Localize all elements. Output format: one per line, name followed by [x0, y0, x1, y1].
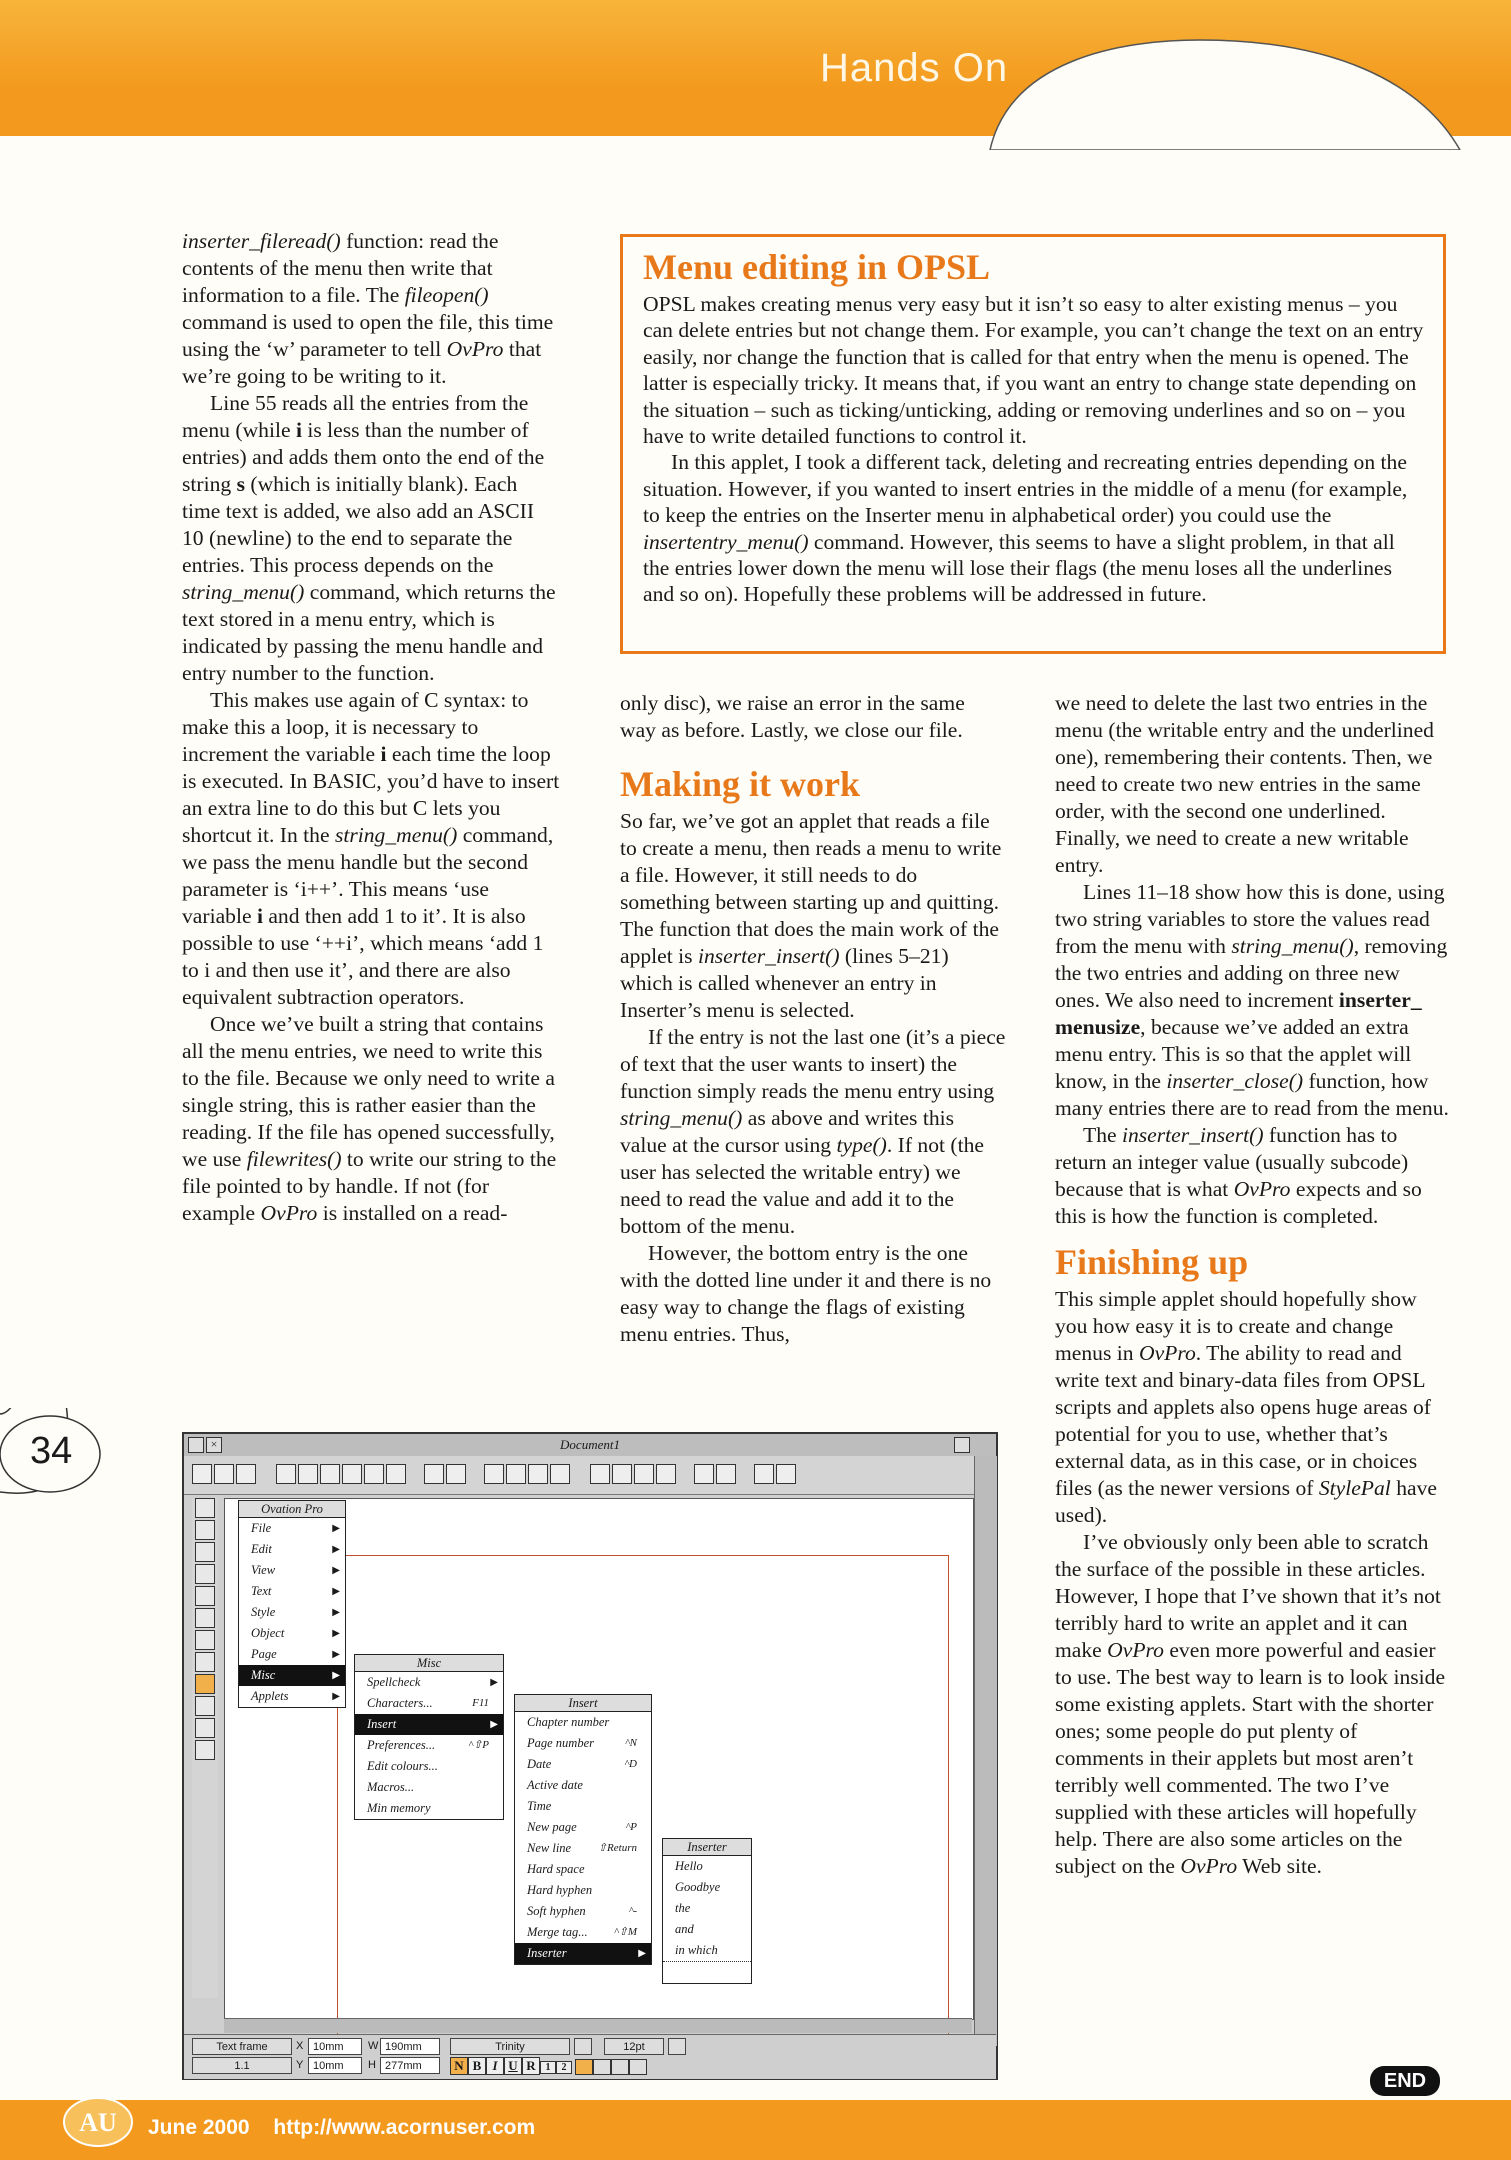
website-link[interactable]: http://www.acornuser.com [273, 2116, 536, 2139]
column-1 [182, 228, 560, 1227]
style-underline-button[interactable]: U [504, 2057, 522, 2075]
h-field[interactable]: 277mm [380, 2057, 440, 2074]
align-icon[interactable] [593, 2059, 611, 2075]
sidebar-box [620, 234, 1446, 654]
vertical-scrollbar[interactable] [974, 1456, 997, 2046]
footer-text [148, 2116, 535, 2140]
menu-item[interactable]: Chapter number [527, 1715, 610, 1729]
paragraph: only disc), we raise an error in the same way as before. Lastly, we close our file. [620, 691, 965, 742]
grid-icon[interactable] [276, 1464, 296, 1484]
menu-item[interactable]: Edit colours... [367, 1759, 438, 1773]
delete-icon[interactable] [364, 1464, 384, 1484]
menu-inserter [662, 1838, 752, 1984]
ovation-pro-screenshot [182, 1432, 998, 2080]
style-subscript-button[interactable]: 2 [556, 2061, 572, 2074]
import-icon[interactable] [320, 1464, 340, 1484]
style-superscript-button[interactable]: 1 [540, 2061, 556, 2074]
curve-icon[interactable] [195, 1740, 215, 1760]
x-label: X [296, 2040, 304, 2052]
rotate-icon[interactable] [195, 1586, 215, 1606]
menu-item[interactable]: Applets ▶ [251, 1689, 340, 1703]
font-menu-icon[interactable] [574, 2038, 592, 2055]
column-3 [1055, 690, 1450, 1880]
menu-item[interactable]: Macros... [367, 1780, 415, 1794]
menu-ovation-pro [238, 1500, 346, 1708]
column-2 [620, 690, 1006, 1348]
menu-title: Insert [515, 1695, 651, 1712]
paragraph: If the entry is not the last one (it’s a piece of text that the user wants to insert) the function simply reads the menu entry using string_menu() as above and writes this value at the cursor using type(). If not (the user has selected the writable entry) we need to read the value and add it to the bottom of the menu. [620, 1025, 1006, 1238]
window-titlebar[interactable] [184, 1434, 996, 1457]
size-field[interactable]: 12pt [604, 2038, 664, 2055]
box-paragraph: In this applet, I took a different tack, deleting and recreating entries depending on the situation. However, if you wanted to insert entries in the middle of a menu (for example, to keep the entries on the Inserter menu in alphabetical order) you could use the insertentry_menu() command. However, this seems to have a slight problem, in that all the entries lower down the menu will lose their flags (the menu loses all the underlines and so on). Hopefully these problems will be addressed in future. [643, 450, 1408, 607]
writable-entry[interactable] [663, 1961, 751, 1983]
menu-title: Inserter [663, 1839, 751, 1856]
h-label: H [368, 2059, 376, 2071]
menu-item[interactable]: Characters... F11 [367, 1696, 489, 1710]
frame-tool-icon[interactable] [195, 1630, 215, 1650]
menu-item[interactable]: Min memory [367, 1801, 431, 1815]
menu-item[interactable]: New page ^P [527, 1820, 637, 1834]
menu-insert [514, 1694, 652, 1965]
end-marker: END [1370, 2066, 1440, 2096]
menu-item[interactable]: Hello [675, 1859, 703, 1873]
back-icon[interactable] [188, 1437, 204, 1453]
font-field[interactable]: Trinity [450, 2038, 570, 2055]
menu-item[interactable]: and [675, 1922, 694, 1936]
paragraph: The inserter_insert() function has to return an integer value (usually subcode) because that is what OvPro expects and so this is how the function is completed. [1055, 1123, 1422, 1228]
tool-palette [192, 1498, 218, 1998]
select-icon[interactable] [590, 1464, 610, 1484]
menu-item[interactable]: Active date [527, 1778, 583, 1792]
y-label: Y [296, 2059, 304, 2071]
menu-item[interactable]: Soft hyphen ^- [527, 1904, 637, 1918]
paragraph: However, the bottom entry is the one with the dotted line under it and there is no easy way to change the flags of existing menu entries. Thus, [620, 1241, 992, 1346]
toolbar [184, 1456, 974, 1495]
save-icon[interactable] [214, 1464, 234, 1484]
check-icon[interactable] [754, 1464, 774, 1484]
menu-item[interactable]: Spellcheck ▶ [367, 1675, 498, 1689]
export-icon[interactable] [342, 1464, 362, 1484]
menu-title: Ovation Pro [239, 1501, 345, 1518]
redo-icon[interactable] [446, 1464, 466, 1484]
page-icon[interactable] [386, 1464, 406, 1484]
page-number: 34 [30, 1430, 73, 1472]
menu-item[interactable]: Inserter ▶ [515, 1943, 651, 1964]
heading-finishing-up: Finishing up [1055, 1242, 1249, 1282]
w-field[interactable]: 190mm [380, 2038, 440, 2055]
menu-item[interactable]: Edit ▶ [251, 1542, 340, 1556]
style-reverse-button[interactable]: R [522, 2057, 540, 2075]
frame-number: 1.1 [192, 2057, 292, 2074]
status-bar [184, 2034, 996, 2079]
indent-icon[interactable] [629, 2059, 647, 2075]
text-tool-icon[interactable] [195, 1564, 215, 1584]
rectangle-icon[interactable] [195, 1674, 215, 1694]
section-title: Hands On [820, 46, 1009, 90]
zoom-icon[interactable] [550, 1464, 570, 1484]
image-icon[interactable] [656, 1464, 676, 1484]
heading-making-it-work: Making it work [620, 764, 861, 804]
style-bold-button[interactable]: B [468, 2057, 486, 2075]
menu-item[interactable]: Insert ▶ [355, 1714, 503, 1735]
pen-icon[interactable] [195, 1520, 215, 1540]
window-title: Document1 [560, 1437, 620, 1452]
menu-item[interactable]: Time [527, 1799, 552, 1813]
check-all-icon[interactable] [776, 1464, 796, 1484]
paragraph: Lines 11–18 show how this is done, using two string variables to store the values read from the menu with string_menu(), removing the two entries and adding on three new ones. We also need to increment inserter_ menusize, because we’ve added an extra menu entry. This is so that the applet will know, in the inserter_close() function, how many entries there are to read from the menu. [1055, 880, 1449, 1120]
box-title: Menu editing in OPSL [643, 247, 991, 287]
menu-item[interactable]: Page ▶ [251, 1647, 340, 1661]
logo-text: AU [79, 2108, 117, 2137]
table-icon[interactable] [506, 1464, 526, 1484]
pencil-icon[interactable] [195, 1542, 215, 1562]
frame-icon[interactable] [298, 1464, 318, 1484]
print-icon[interactable] [236, 1464, 256, 1484]
style-italic-button[interactable]: I [486, 2057, 504, 2075]
menu-item[interactable]: Object ▶ [251, 1626, 340, 1640]
menu-item[interactable]: Misc ▶ [239, 1665, 345, 1686]
link-icon[interactable] [634, 1464, 654, 1484]
y-field[interactable]: 10mm [308, 2057, 362, 2074]
close-icon[interactable]: × [206, 1437, 222, 1453]
menu-item[interactable]: Page number ^N [527, 1736, 637, 1750]
menu-item[interactable]: File ▶ [251, 1521, 340, 1535]
link-tool-icon[interactable] [195, 1608, 215, 1628]
spell-icon[interactable] [612, 1464, 632, 1484]
line-icon[interactable] [195, 1718, 215, 1738]
layout-icon[interactable] [484, 1464, 504, 1484]
paragraph: Once we’ve built a string that contains all the menu entries, we need to write this to the file. Because we only need to write a single string, this is rather easier than the reading. If the file has opened successfully, we use filewrites() to write our string to the file pointed to by handle. If not (for example OvPro is installed on a read- [182, 1012, 557, 1225]
style-buttons [450, 2057, 647, 2075]
frame-type: Text frame [192, 2038, 292, 2055]
paragraph: I’ve obviously only been able to scratch the surface of the possible in these articles. However, I hope that I’ve shown that it’s not terribly hard to write an applet and it can make OvPro even more powerful and easier to use. The best way to learn is to look inside some existing applets. Start with the shorter ones; some people do put plenty of comments in their applets but most aren’t terribly well commented. The two I’ve supplied with these articles will hopefully help. There are also some articles on the subject on the OvPro Web site. [1055, 1530, 1446, 1878]
x-field[interactable]: 10mm [308, 2038, 362, 2055]
menu-item[interactable]: Hard hyphen [527, 1883, 593, 1897]
paragraph: So far, we’ve got an applet that reads a file to create a menu, then reads a menu to write a file. However, it still needs to do something between starting up and quitting. The function that does the main work of the applet is inserter_insert() (lines 5–21) which is called whenever an entry in Inserter’s menu is selected. [620, 809, 1002, 1022]
menu-item[interactable]: View ▶ [251, 1563, 340, 1577]
ellipse-icon[interactable] [195, 1696, 215, 1716]
columns-icon[interactable] [528, 1464, 548, 1484]
paragraph: Line 55 reads all the entries from the menu (while i is less than the number of entries) and adds them onto the end of the string s (which is initially blank). Each time text is added, we also add an ASCII 10 (newline) to the end to separate the entries. This process depends on the string_menu() command, which returns the text stored in a menu entry, which is indicated by passing the menu handle and entry number to the function. [182, 391, 556, 685]
paragraph: we need to delete the last two entries in the menu (the writable entry and the underlined one), remembering their contents. Then, we need to create two new entries in the same order, with the second one underlined. Finally, we need to create a new writable entry. [1055, 691, 1434, 877]
paragraph: This simple applet should hopefully show you how easy it is to create and change menus in OvPro. The ability to read and write text and binary-data files from OPSL scripts and applets also opens huge areas of potential for you to use, whether that’s external data, as in this case, or in choices files (as the newer versions of StylePal have used). [1055, 1287, 1437, 1527]
style-normal-button[interactable]: N [450, 2057, 468, 2075]
horizontal-scrollbar[interactable] [224, 2018, 972, 2033]
new-doc-icon[interactable] [192, 1464, 212, 1484]
menu-item[interactable]: Date ^D [527, 1757, 637, 1771]
menu-item[interactable]: in which [675, 1943, 718, 1957]
toggle-size-icon[interactable] [954, 1437, 970, 1453]
menu-item[interactable]: Hard space [527, 1862, 585, 1876]
magnifier-icon[interactable] [195, 1652, 215, 1672]
box-icon[interactable] [694, 1464, 714, 1484]
size-menu-icon[interactable] [668, 2038, 686, 2055]
paragraph: This makes use again of C syntax: to make this a loop, it is necessary to increment the variable i each time the loop is executed. In BASIC, you’d have to insert an extra line to do this but C lets you shortcut it. In the string_menu() command, we pass the menu handle but the second parameter is ‘i++’. This means ‘use variable i and then add 1 to it’. It is also possible to use ‘++i’, which means ‘add 1 to i and then use it’, and there are also equivalent subtraction operators. [182, 688, 560, 1009]
box-paragraph: OPSL makes creating menus very easy but it isn’t so easy to alter existing menus – you can delete entries but not change them. For example, you can’t change the text on an entry easily, nor change the function that is called for that entry when the menu is opened. The latter is especially tricky. It means that, if you want an entry to change state depending on the situation – such as ticking/unticking, adding or removing underlines and so on – you have to write detailed functions to control it. [643, 292, 1424, 449]
menu-item[interactable]: Merge tag... ^⇧M [527, 1925, 637, 1939]
menu-item[interactable]: Text ▶ [251, 1584, 340, 1598]
menu-item[interactable]: the [675, 1901, 691, 1915]
menu-item[interactable]: Preferences... ^⇧P [367, 1738, 489, 1752]
colour-icon[interactable] [575, 2059, 593, 2075]
header-curve [0, 0, 1511, 150]
undo-icon[interactable] [424, 1464, 444, 1484]
issue-date: June 2000 [148, 2116, 250, 2139]
menu-title: Misc [355, 1655, 503, 1672]
acorn-user-logo [58, 2094, 138, 2150]
window-icon[interactable] [716, 1464, 736, 1484]
menu-misc [354, 1654, 504, 1820]
menu-item[interactable]: Style ▶ [251, 1605, 340, 1619]
w-label: W [368, 2040, 379, 2052]
pointer-icon[interactable] [195, 1498, 215, 1518]
justify-icon[interactable] [611, 2059, 629, 2075]
menu-item[interactable]: Goodbye [675, 1880, 721, 1894]
paragraph: inserter_fileread() function: read the contents of the menu then write that information to a file. The fileopen() command is used to open the file, this time using the ‘w’ parameter to tell OvPro that we’re going to be writing to it. [182, 229, 554, 388]
menu-item[interactable]: New line ⇧Return [527, 1841, 637, 1855]
